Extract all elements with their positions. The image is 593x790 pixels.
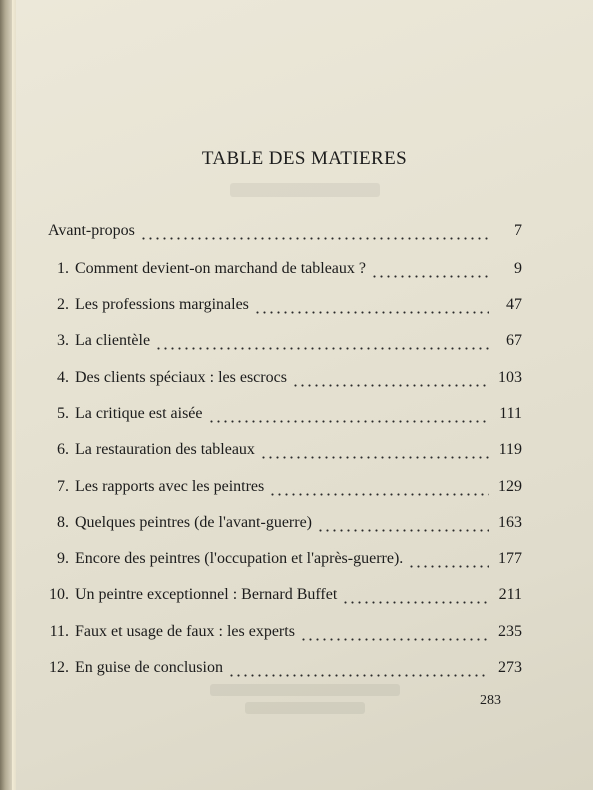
toc-entry-label: Les rapports avec les peintres bbox=[75, 478, 265, 495]
toc-entry-label: Quelques peintres (de l'avant-guerre) bbox=[75, 514, 312, 531]
dot-leader bbox=[269, 488, 489, 496]
dot-leader bbox=[260, 451, 489, 459]
toc-entry bbox=[48, 296, 522, 318]
dot-leader bbox=[208, 415, 490, 423]
dot-leader bbox=[155, 342, 489, 350]
toc-entry bbox=[48, 550, 522, 572]
toc-entry-number: 5. bbox=[57, 405, 69, 422]
toc-entry bbox=[48, 405, 522, 427]
toc-entry-label: Des clients spéciaux : les escrocs bbox=[75, 369, 287, 386]
toc-entry-number: 4. bbox=[57, 369, 69, 386]
toc-entry-label: Faux et usage de faux : les experts bbox=[75, 623, 295, 640]
toc-entry-label: En guise de conclusion bbox=[75, 659, 223, 676]
toc-entry bbox=[48, 514, 522, 536]
toc-entry-page: 119 bbox=[498, 441, 522, 458]
toc-entry bbox=[48, 332, 522, 354]
toc-entry-label: Un peintre exceptionnel : Bernard Buffet bbox=[75, 586, 338, 603]
toc-entry-page: 211 bbox=[498, 586, 522, 603]
toc-entry-page: 67 bbox=[506, 332, 522, 349]
dot-leader bbox=[292, 379, 489, 387]
toc-entry bbox=[48, 260, 522, 282]
toc-entry bbox=[48, 369, 522, 391]
toc-entry bbox=[48, 623, 522, 645]
dot-leader bbox=[342, 596, 489, 604]
toc-entry-label: Encore des peintres (l'occupation et l'après-guerre). bbox=[75, 550, 404, 567]
bleed-through-mark bbox=[16, 183, 593, 197]
bleed-through-mark bbox=[16, 684, 593, 696]
toc-entry-number: 3. bbox=[57, 332, 69, 349]
toc-entry-number: 8. bbox=[57, 514, 69, 531]
toc-entry-page: 235 bbox=[498, 623, 522, 640]
toc-entry-label: La clientèle bbox=[75, 332, 151, 349]
book-page bbox=[16, 0, 593, 790]
toc-entry-page: 9 bbox=[514, 260, 522, 277]
toc-entry-page: 163 bbox=[498, 514, 522, 531]
toc-entry-intro bbox=[48, 222, 522, 244]
toc-entry bbox=[48, 441, 522, 463]
dot-leader bbox=[300, 633, 489, 641]
dot-leader bbox=[408, 560, 489, 568]
toc-entry-page: 47 bbox=[506, 296, 522, 313]
dot-leader bbox=[140, 232, 489, 240]
toc-entry-number: 10. bbox=[49, 586, 69, 603]
toc-entry-page: 273 bbox=[498, 659, 522, 676]
toc-entry-page: 111 bbox=[499, 405, 522, 422]
toc-entry-number: 9. bbox=[57, 550, 69, 567]
toc-entry-number: 11. bbox=[49, 623, 69, 640]
dot-leader bbox=[371, 270, 489, 278]
page-number: 283 bbox=[480, 693, 501, 708]
toc-entry-number: 6. bbox=[57, 441, 69, 458]
bleed-through-mark bbox=[16, 702, 593, 714]
toc-entry-label: La critique est aisée bbox=[75, 405, 203, 422]
toc-entry-number: 1. bbox=[57, 260, 69, 277]
toc-entry-page: 177 bbox=[498, 550, 522, 567]
dot-leader bbox=[254, 306, 489, 314]
toc-entry bbox=[48, 478, 522, 500]
toc-entry bbox=[48, 586, 522, 608]
toc-entry-page: 129 bbox=[498, 478, 522, 495]
dot-leader bbox=[228, 669, 489, 677]
toc-entry-page: 7 bbox=[514, 222, 522, 239]
dot-leader bbox=[317, 524, 489, 532]
toc-entry-label: La restauration des tableaux bbox=[75, 441, 255, 458]
toc-entry-number: 7. bbox=[57, 478, 69, 495]
toc-entry-page: 103 bbox=[498, 369, 522, 386]
toc-entry-label: Comment devient-on marchand de tableaux ? bbox=[75, 260, 367, 277]
toc-entry-number: 2. bbox=[57, 296, 69, 313]
toc-entry-number: 12. bbox=[49, 659, 69, 676]
page-title: TABLE DES MATIERES bbox=[201, 148, 408, 169]
toc-entry-label: Les professions marginales bbox=[75, 296, 249, 313]
toc-entry bbox=[48, 659, 522, 681]
book-spine-shadow bbox=[0, 0, 12, 790]
toc-entry-label: Avant-propos bbox=[48, 222, 135, 239]
